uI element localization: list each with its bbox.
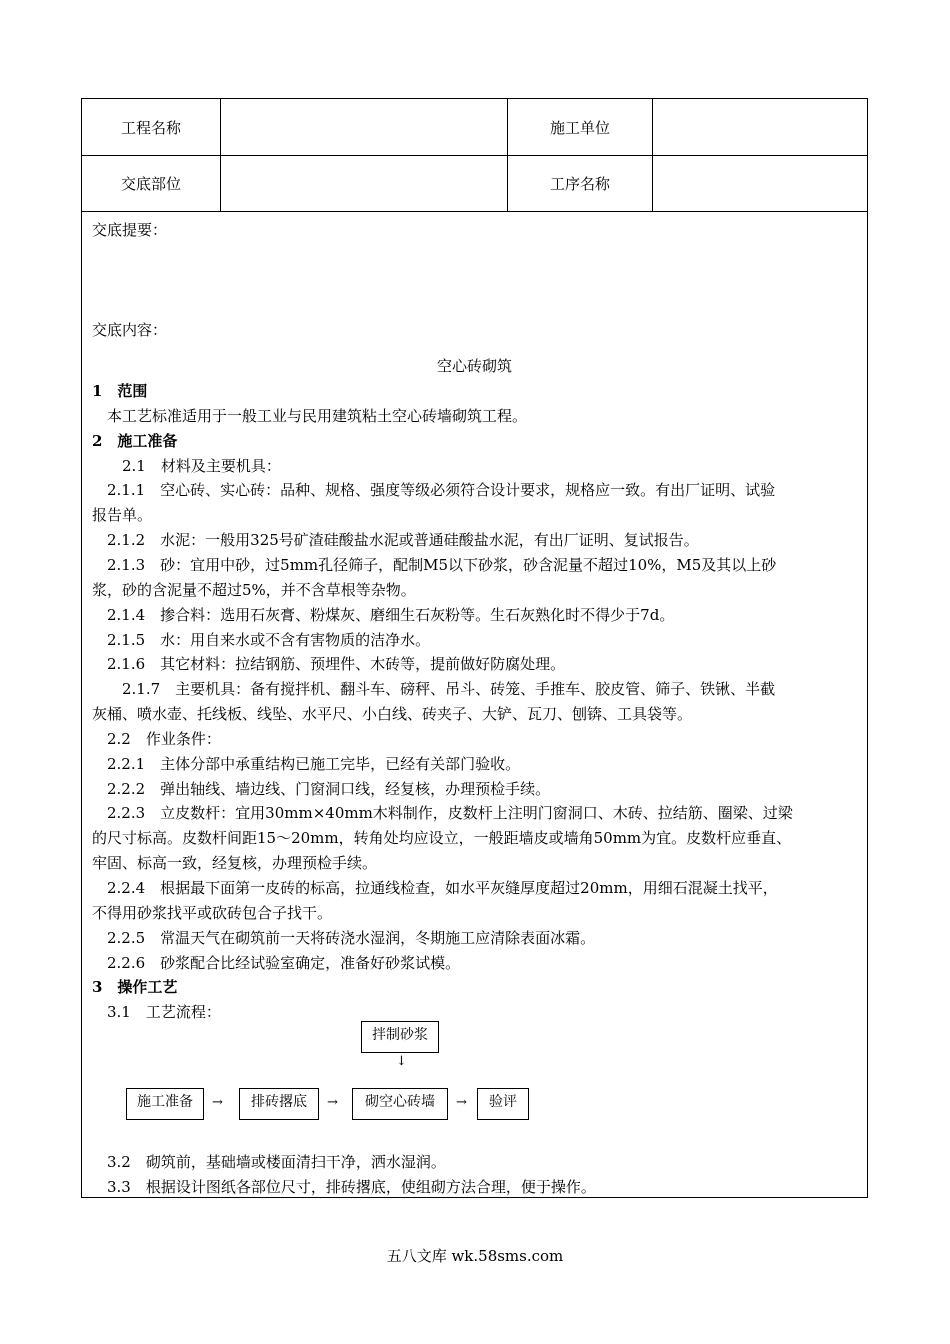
process-name-value[interactable] (653, 155, 867, 211)
body-line: 2.2.5 常温天气在砌筑前一天将砖浇水湿润，冬期施工应清除表面冰霜。 (92, 928, 596, 947)
body-line-after: 3.2 砌筑前，基础墙或楼面清扫干净，洒水湿润。 (92, 1153, 446, 1171)
body-line: 2.1.7 主要机具：备有搅拌机、翻斗车、磅秤、吊斗、砖笼、手推车、胶皮管、筛子、铁锹、半截 (92, 680, 776, 699)
content-label: 交底内容： (92, 321, 168, 339)
body-line: 牢固、标高一致，经复核，办理预检手续。 (92, 854, 378, 873)
handover-part-value[interactable] (221, 155, 507, 211)
flow-box-mortar: 拌制砂浆 (361, 1021, 439, 1053)
body-line: 1 范围 (92, 382, 148, 400)
body-line: 不得用砂浆找平或砍砖包合子找干。 (92, 903, 333, 922)
flow-arrow-3: → (456, 1095, 467, 1110)
body-line: 2.1.4 掺合料：选用石灰膏、粉煤灰、磨细生石灰粉等。生石灰熟化时不得少于7d。 (92, 605, 675, 624)
body-line: 2.1.5 水：用自来水或不含有害物质的洁净水。 (92, 630, 431, 649)
body-line: 2.2.6 砂浆配合比经试验室确定，准备好砂浆试模。 (92, 953, 461, 972)
summary-label: 交底提要： (92, 221, 168, 239)
construction-unit-label: 施工单位 (549, 118, 610, 137)
header-row-1 (82, 99, 867, 156)
handover-part-label: 交底部位 (120, 174, 181, 193)
body-line: 3 操作工艺 (92, 978, 178, 997)
body-line: 2 施工准备 (92, 431, 178, 450)
body-line: 2.1.3 砂：宜用中砂，过5mm孔径筛子，配制M5以下砂浆，砂含泥量不超过10%，M5及其以上砂 (92, 555, 777, 574)
down-arrow: ↓ (396, 1054, 407, 1069)
body-line: 2.1.2 水泥：一般用325号矿渣硅酸盐水泥或普通硅酸盐水泥，有出厂证明、复试报告。 (92, 531, 699, 550)
body-line: 3.1 工艺流程： (92, 1003, 221, 1022)
footer-watermark: 五八文库 wk.58sms.com (386, 1247, 564, 1265)
flow-arrow-1: → (212, 1095, 223, 1110)
body-line: 的尺寸标高。皮数杆间距15～20mm，转角处均应设立，一般距墙皮或墙角50mm为宜。皮数杆应垂直、 (92, 829, 792, 848)
body-line: 2.2 作业条件： (92, 729, 221, 748)
header-row-2 (82, 155, 867, 212)
body-line: 报告单。 (92, 506, 153, 525)
body-line: 2.1.6 其它材料：拉结钢筋、预埋件、木砖等，提前做好防腐处理。 (92, 655, 566, 674)
flow-box-prep: 施工准备 (126, 1088, 204, 1120)
flow-box-layout: 排砖撂底 (239, 1088, 319, 1120)
doc-title: 空心砖砌筑 (436, 357, 512, 375)
body-line: 2.2.4 根据最下面第一皮砖的标高，拉通线检查，如水平灰缝厚度超过20mm，用细石混凝土找平， (92, 879, 778, 897)
body-line: 灰桶、喷水壶、托线板、线坠、水平尺、小白线、砖夹子、大铲、瓦刀、刨锛、工具袋等。 (92, 705, 693, 724)
flow-box-eval: 验评 (477, 1088, 529, 1120)
project-name-value[interactable] (221, 99, 507, 155)
process-name-label: 工序名称 (549, 174, 610, 193)
body-line: 浆，砂的含泥量不超过5%，并不含草根等杂物。 (92, 580, 416, 599)
body-line: 2.2.1 主体分部中承重结构已施工完毕，已经有关部门验收。 (92, 754, 521, 773)
body-line: 本工艺标准适用于一般工业与民用建筑粘土空心砖墙砌筑工程。 (92, 406, 528, 425)
body-line: 2.1.1 空心砖、实心砖：品种、规格、强度等级必须符合设计要求，规格应一致。有出厂证明、试验 (92, 481, 776, 500)
body-line: 2.1 材料及主要机具： (92, 456, 281, 475)
body-line-after: 3.3 根据设计图纸各部位尺寸，排砖撂底，使组砌方法合理，便于操作。 (92, 1178, 596, 1196)
body-line: 2.2.3 立皮数杆：宜用30mm×40mm木料制作，皮数杆上注明门窗洞口、木砖、拉结筋、圈梁、过梁 (92, 804, 793, 823)
flow-arrow-2: → (327, 1095, 338, 1110)
body-line: 2.2.2 弹出轴线、墙边线、门窗洞口线，经复核，办理预检手续。 (92, 779, 551, 798)
construction-unit-value[interactable] (653, 99, 867, 155)
project-name-label: 工程名称 (120, 118, 181, 137)
document-frame (81, 98, 868, 1198)
flow-box-build: 砌空心砖墙 (352, 1088, 448, 1120)
